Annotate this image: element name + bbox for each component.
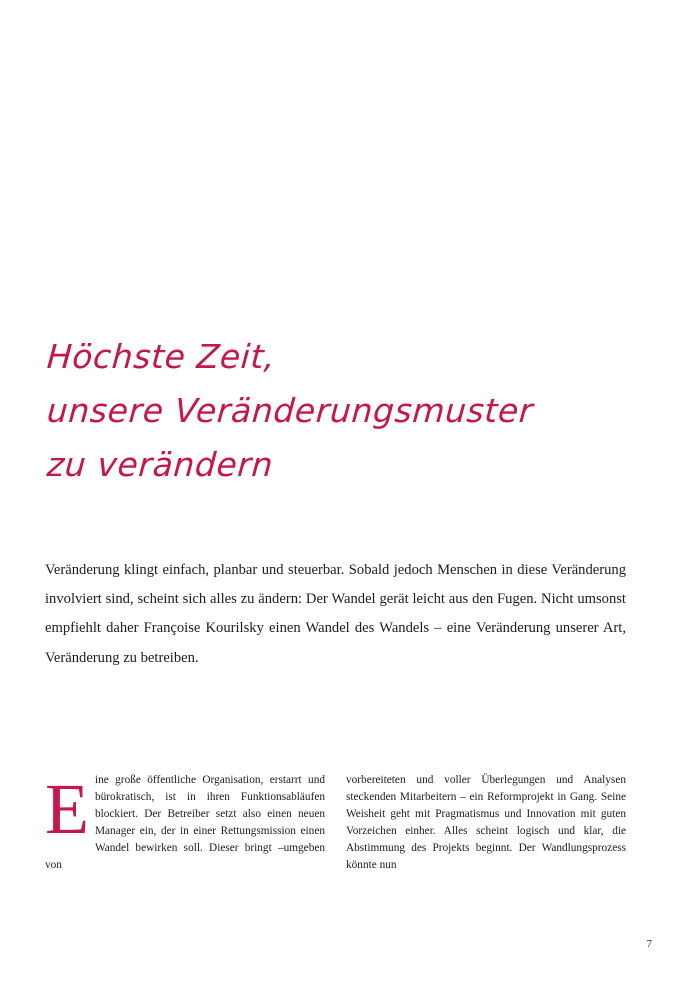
page-title-line-1: Höchste Zeit, <box>45 337 277 376</box>
drop-cap: E <box>45 769 89 849</box>
lead-paragraph: Veränderung klingt einfach, planbar und steuerbar. Sobald jedoch Menschen in diese Veränderung involviert sind, scheint sich alles zu ändern: Der Wandel gerät leicht aus den Fugen. Nicht umsonst empfiehlt daher Françoise Kourilsky einen Wandel des Wandels – eine Veränderung unserer Art, Veränderung zu betreiben. <box>45 562 626 666</box>
body-column-right: vorbereiteten und voller Überlegungen und Analysen steckenden Mitarbeitern – ein Reformprojekt in Gang. Seine Weisheit geht mit Pragmatismus und Innovation mit guten Vorzeichen einher. Alles scheint logisch und klar, die Abstimmung des Projekts beginnt. Der Wandlungsprozess könnte nun <box>346 774 626 872</box>
body-column-left <box>45 769 325 875</box>
body-columns <box>45 769 626 884</box>
page-title-line-2: unsere Veränderungsmuster <box>45 391 535 430</box>
page-title-line-3: zu verändern <box>45 445 275 484</box>
page-number: 7 <box>646 938 652 950</box>
page-title <box>47 330 647 492</box>
body-column-left-text: ine große öffentliche Organisation, erstarrt und bürokratisch, ist in ihren Funktionsabläufen blockiert. Der Betreiber setzt also einen neuen Manager ein, der in einer Rettungsmission einen Wandel bewirken soll. Dieser bringt –umgeben von <box>45 774 325 872</box>
